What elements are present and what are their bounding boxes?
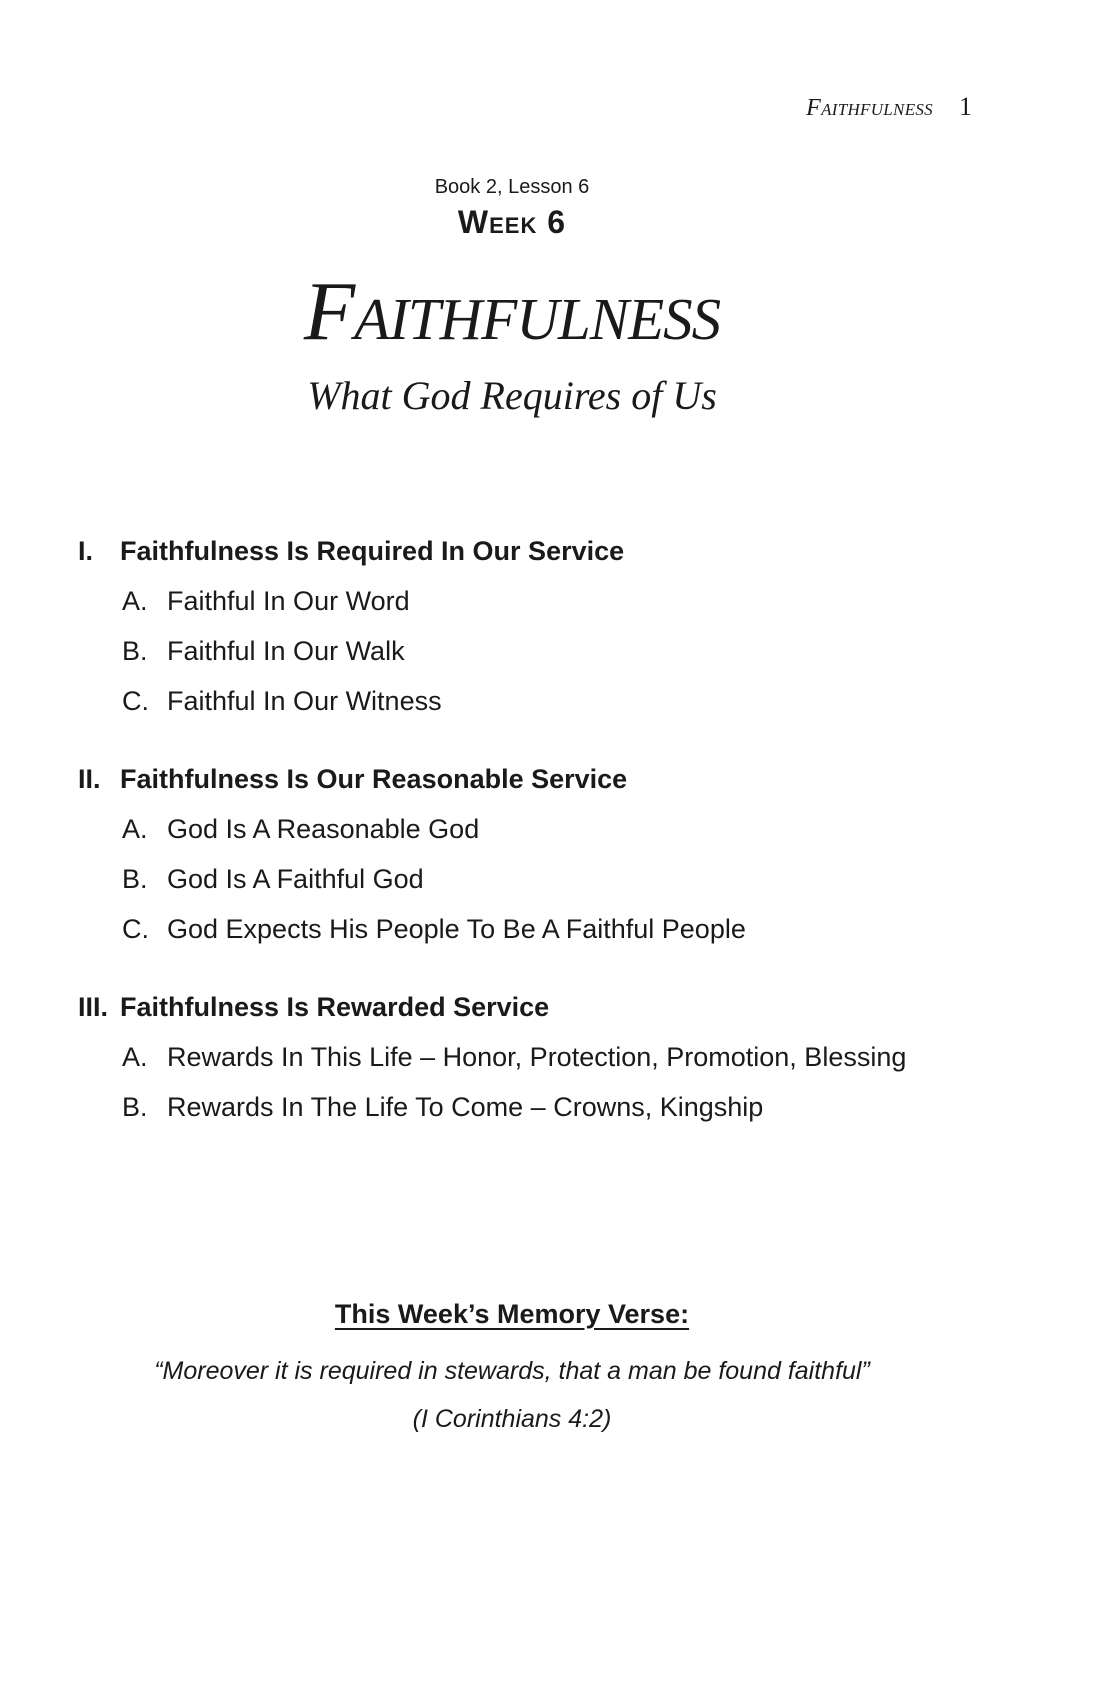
section-heading bbox=[78, 532, 1038, 570]
outline-point bbox=[122, 632, 1038, 670]
outline-point bbox=[122, 810, 1038, 848]
lesson-outline bbox=[78, 532, 1038, 1166]
point-text: Faithful In Our Word bbox=[167, 586, 410, 616]
section-title: Faithfulness Is Rewarded Service bbox=[120, 992, 550, 1022]
outline-point bbox=[122, 910, 1038, 948]
memory-verse-block bbox=[0, 1296, 1024, 1436]
page-subtitle: What God Requires of Us bbox=[307, 373, 717, 418]
running-head-title: Faithfulness bbox=[806, 95, 933, 121]
point-letter: B. bbox=[122, 864, 148, 894]
lesson-header bbox=[0, 174, 1024, 241]
point-letter: C. bbox=[122, 914, 149, 944]
point-text: Faithful In Our Witness bbox=[167, 686, 442, 716]
week-label: Week 6 bbox=[457, 204, 567, 240]
section-title: Faithfulness Is Required In Our Service bbox=[120, 536, 625, 566]
section-numeral: I. bbox=[78, 536, 94, 566]
point-text: Faithful In Our Walk bbox=[167, 636, 405, 666]
outline-point bbox=[122, 582, 1038, 620]
running-head bbox=[806, 92, 972, 122]
outline-point bbox=[122, 682, 1038, 720]
memory-verse-reference: (I Corinthians 4:2) bbox=[412, 1405, 612, 1433]
outline-section-1 bbox=[78, 532, 1038, 720]
point-letter: C. bbox=[122, 686, 149, 716]
point-letter: A. bbox=[122, 586, 148, 616]
point-text: God Expects His People To Be A Faithful People bbox=[167, 914, 746, 944]
book-lesson-label: Book 2, Lesson 6 bbox=[434, 176, 590, 198]
point-letter: A. bbox=[122, 1042, 148, 1072]
section-heading bbox=[78, 988, 1038, 1026]
point-letter: B. bbox=[122, 1092, 148, 1122]
outline-point bbox=[122, 1038, 1038, 1076]
point-text: God Is A Faithful God bbox=[167, 864, 424, 894]
page-number: 1 bbox=[959, 92, 972, 121]
point-text: Rewards In The Life To Come – Crowns, Kingship bbox=[167, 1092, 764, 1122]
memory-verse-heading: This Week’s Memory Verse: bbox=[334, 1299, 690, 1329]
point-text: Rewards In This Life – Honor, Protection, Promotion, Blessing bbox=[167, 1042, 907, 1072]
point-letter: A. bbox=[122, 814, 148, 844]
outline-section-3 bbox=[78, 988, 1038, 1126]
point-letter: B. bbox=[122, 636, 148, 666]
section-title: Faithfulness Is Our Reasonable Service bbox=[120, 764, 628, 794]
section-heading bbox=[78, 760, 1038, 798]
outline-section-2 bbox=[78, 760, 1038, 948]
outline-point bbox=[122, 860, 1038, 898]
outline-point bbox=[122, 1088, 1038, 1126]
point-text: God Is A Reasonable God bbox=[167, 814, 480, 844]
memory-verse-text: “Moreover it is required in stewards, that a man be found faithful” bbox=[154, 1357, 870, 1385]
section-numeral: III. bbox=[78, 992, 109, 1022]
section-numeral: II. bbox=[78, 764, 101, 794]
page-title: Faithfulness bbox=[303, 265, 721, 358]
